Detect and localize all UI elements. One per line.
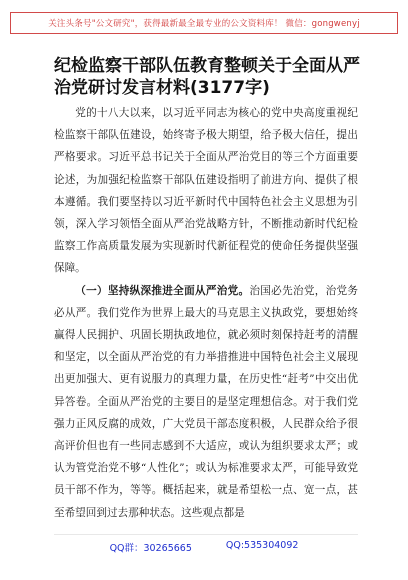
header-banner [10,12,398,34]
paragraph-intro: 党的十八大以来，以习近平同志为核心的党中央高度重视纪检监察干部队伍建设，始终寄予极大期望，给予极大信任，提出严格要求。习近平总书记关于全面从严治党目的等三个方面重要论述，为加强纪检监察干部队伍建设指明了前进方向、提供了根本遵循。我们要坚持以习近平新时代中国特色社会主义思想为引领，深入学习领悟全面从严治党战略方针，不断推动新时代纪检监察工作高质量发展为实现新时代新征程党的使命任务提供坚强保障。 [54,107,358,275]
paragraph-section-one [54,280,358,524]
section-body: 治国必先治党，治党务必从严。我们党作为世界上最大的马克思主义执政党，要想始终赢得人民拥护、巩固长期执政地位，就必须时刻保持赶考的清醒和坚定，以全面从严治党的有力举措推进中国特色社会主义展现出更加强大、更有说服力的真理力量，在历史性“赶考”中交出优异答卷。全面从严治党的主要目的是坚定理想信念。对于我们党强力正风反腐的成效，广大党员干部态度积极，人民群众给予很高评价但也有一些同志感到不大适应，或认为组织要求太严；或认为管党治党不够“人性化”；或认为标准要求太严，可能导致党员干部不作为，等等。概括起来，就是希望松一点、宽一点，甚至希望回到过去那种状态。这些观点都是 [54,284,358,519]
section-heading: （一）坚持纵深推进全面从严治党。 [75,284,250,297]
document-title: 纪检监察干部队伍教育整顿关于全面从严治党研讨发言材料(3177字) [54,56,360,98]
footer-qq: QQ:535304092 [225,540,299,551]
banner-text: 关注头条号"公文研究"，获得最新最全最专业的公文资料库！ 微信：gongwenyj [48,19,360,29]
footer-divider [54,534,358,535]
document-body [54,102,358,524]
footer [0,540,408,554]
footer-qq-group: QQ群：30265665 [109,543,192,554]
